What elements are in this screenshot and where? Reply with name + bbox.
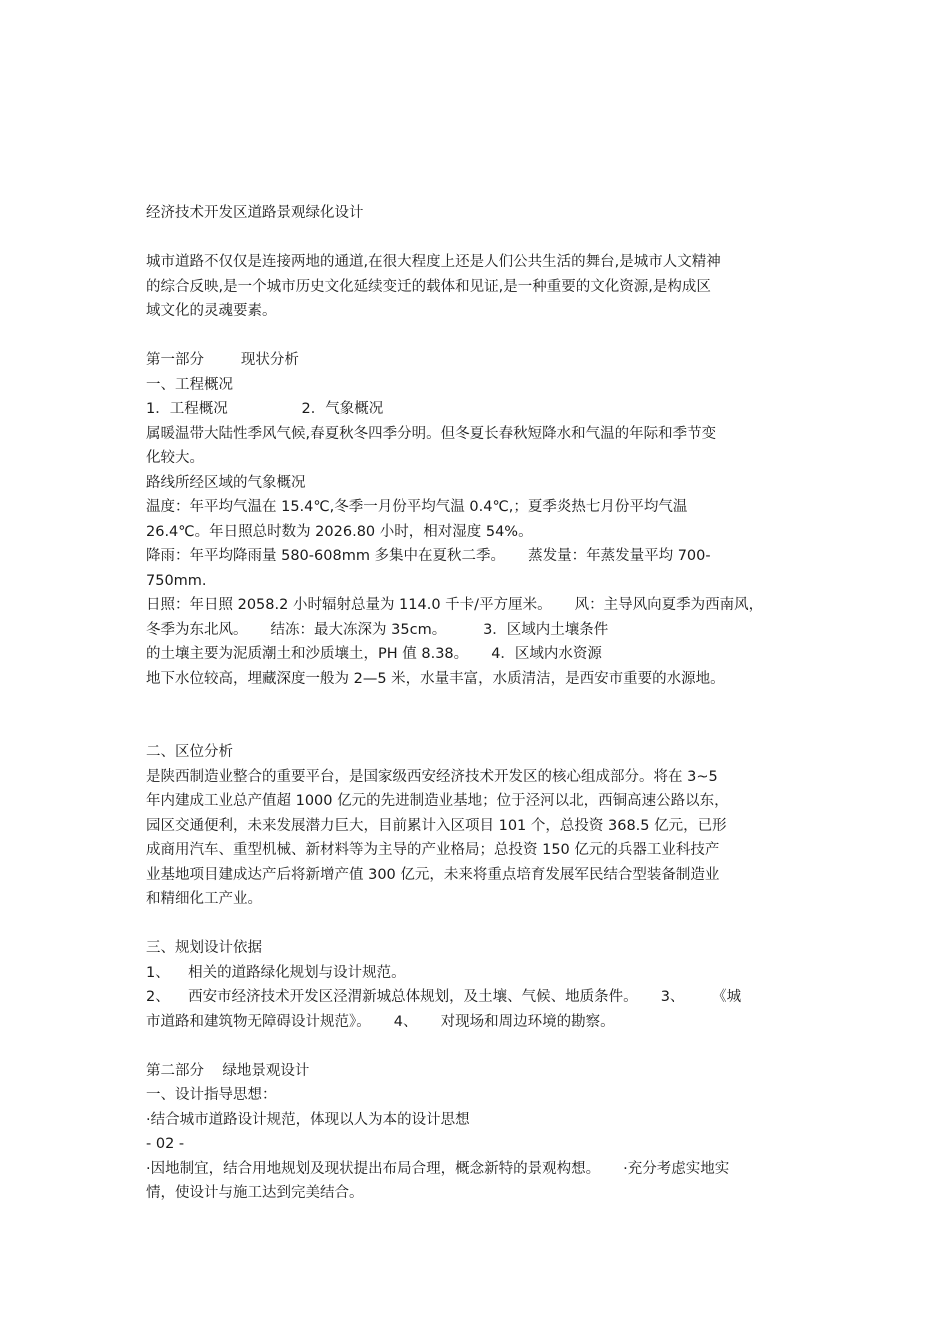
- intro-line: 的综合反映,是一个城市历史文化延续变迁的载体和见证,是一种重要的文化资源,是构成区: [146, 278, 711, 295]
- basis-line: 1、 相关的道路绿化规划与设计规范。: [146, 964, 406, 981]
- climate-line: 温度：年平均气温在 15.4℃,冬季一月份平均气温 0.4℃,；夏季炎热七月份平均气温: [146, 499, 688, 515]
- spacer: [146, 912, 808, 937]
- section-heading: 一、工程概况: [146, 376, 233, 393]
- spacer: [146, 691, 808, 740]
- principle-line: 情，使设计与施工达到完美结合。: [146, 1185, 364, 1201]
- subheadings-line: 1．工程概况 2．气象概况: [146, 401, 384, 417]
- section-heading: 二、区位分析: [146, 744, 233, 760]
- location-line: 业基地项目建成达产后将新增产值 300 亿元，未来将重点培育发展军民结合型装备制造业: [146, 866, 720, 883]
- climate-line: 属暖温带大陆性季风气候,春夏秋冬四季分明。但冬夏长春秋短降水和气温的年际和季节变: [146, 425, 717, 442]
- intro-line: 城市道路不仅仅是连接两地的通道,在很大程度上还是人们公共生活的舞台,是城市人文精神: [146, 254, 721, 270]
- location-line: 园区交通便利，未来发展潜力巨大，目前累计入区项目 101 个，总投资 368.5 亿元，已形: [146, 817, 727, 834]
- location-line: 是陕西制造业整合的重要平台，是国家级西安经济技术开发区的核心组成部分。将在 3~5: [146, 768, 718, 785]
- climate-line: 750mm.: [146, 572, 207, 589]
- climate-line: 的土壤主要为泥质潮土和沙质壤土，PH 值 8.38。 4．区域内水资源: [146, 646, 602, 662]
- location-line: 和精细化工产业。: [146, 891, 262, 907]
- spacer: [146, 1034, 808, 1059]
- climate-line: 路线所经区域的气象概况: [146, 474, 306, 491]
- climate-line: 地下水位较高，埋藏深度一般为 2—5 米，水量丰富，水质清洁，是西安市重要的水源地。: [146, 670, 725, 687]
- principle-line: ·结合城市道路设计规范，体现以人为本的设计思想: [146, 1111, 470, 1128]
- basis-line: 市道路和建筑物无障碍设计规范》。 4、 对现场和周边环境的勘察。: [146, 1013, 615, 1030]
- basis-line: 2、 西安市经济技术开发区泾渭新城总体规划，及土壤、气候、地质条件。 3、 《城: [146, 989, 742, 1005]
- climate-line: 化较大。: [146, 450, 204, 466]
- climate-line: 26.4℃。年日照总时数为 2026.80 小时，相对湿度 54%。: [146, 523, 533, 540]
- section-heading: 三、规划设计依据: [146, 940, 262, 956]
- climate-line: 降雨：年平均降雨量 580-608mm 多集中在夏秋二季。 蒸发量：年蒸发量平均 700-: [146, 548, 711, 564]
- document-title: 经济技术开发区道路景观绿化设计: [146, 205, 364, 221]
- climate-line: 冬季为东北风。 结冻：最大冻深为 35cm。 3．区域内土壤条件: [146, 621, 609, 638]
- page-marker: - 02 -: [146, 1136, 185, 1152]
- spacer: [146, 226, 808, 251]
- spacer: [146, 324, 808, 349]
- intro-line: 域文化的灵魂要素。: [146, 303, 277, 319]
- part2-heading: 第二部分 绿地景观设计: [146, 1062, 310, 1079]
- location-line: 年内建成工业总产值超 1000 亿元的先进制造业基地；位于泾河以北，西铜高速公路以东，: [146, 793, 729, 809]
- document-page: [146, 201, 808, 1206]
- location-line: 成商用汽车、重型机械、新材料等为主导的产业格局；总投资 150 亿元的兵器工业科技产: [146, 842, 720, 858]
- principle-line: ·因地制宜，结合用地规划及现状提出布局合理，概念新特的景观构想。 ·充分考虑实地实: [146, 1160, 730, 1177]
- section-heading: 一、设计指导思想：: [146, 1087, 277, 1103]
- part1-heading: 第一部分 现状分析: [146, 352, 299, 368]
- climate-line: 日照：年日照 2058.2 小时辐射总量为 114.0 千卡/平方厘米。 风：主导风向夏季为西南风，: [146, 597, 764, 613]
